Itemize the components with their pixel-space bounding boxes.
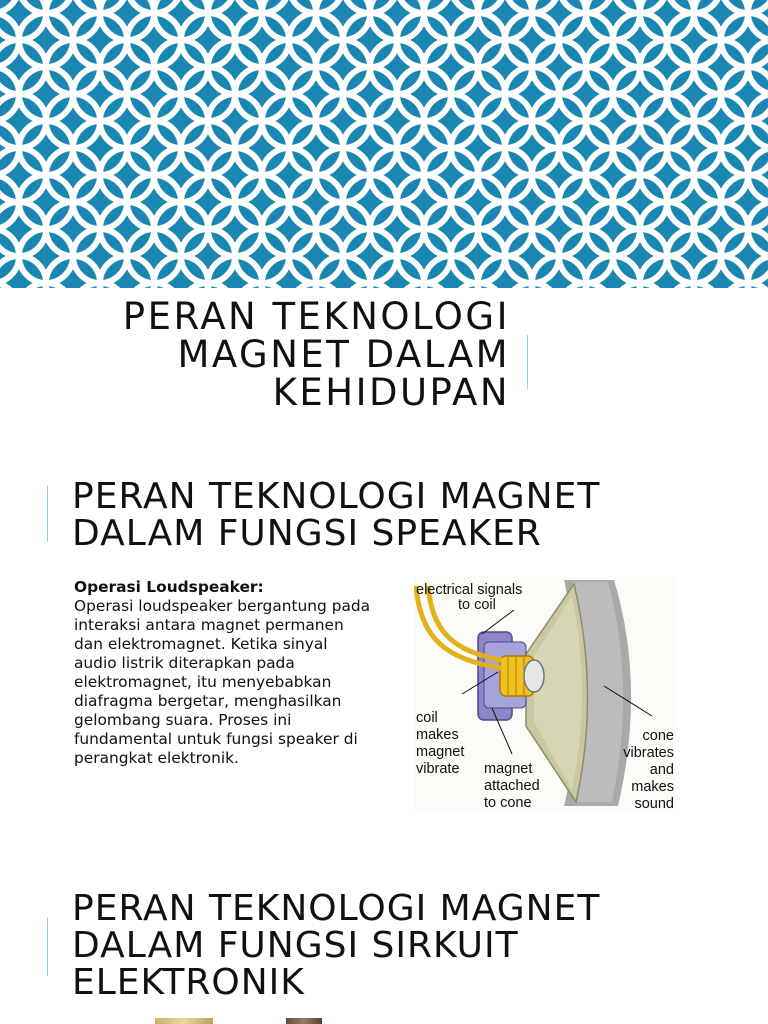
section-heading-line-2: DALAM FUNGSI SIRKUIT xyxy=(72,925,519,966)
label-cone-1: cone xyxy=(642,728,674,744)
section-accent-bar xyxy=(47,486,48,542)
header-pattern-banner xyxy=(0,0,768,288)
circuit-image-partial xyxy=(155,1018,213,1024)
label-magnet-1: magnet xyxy=(484,761,533,777)
slide-title-line-2: MAGNET DALAM xyxy=(177,333,510,376)
section-heading-line-3: ELEKTRONIK xyxy=(72,962,305,1003)
slide-title xyxy=(60,295,510,414)
section-accent-bar-2 xyxy=(47,918,48,976)
section-heading-speaker xyxy=(72,478,752,552)
label-cone-2: vibrates xyxy=(623,745,674,761)
label-cone-5: sound xyxy=(634,796,674,810)
description-paragraph: Operasi loudspeaker bergantung pada interaksi antara magnet permanen dan elektromagnet. Ketika sinyal audio listrik diterapkan pada elektromagnet, itu menyebabkan diafragma bergetar, menghasilkan gelombang suara. Proses ini fundamental untuk fungsi speaker di perangkat elektronik. xyxy=(74,597,371,767)
label-signals-2: to coil xyxy=(458,597,496,613)
label-magnet-3: to cone xyxy=(484,795,532,810)
title-accent-bar xyxy=(527,335,528,389)
description-lead: Operasi Loudspeaker: xyxy=(74,578,264,596)
slide-title-line-3: KEHIDUPAN xyxy=(272,371,510,414)
section-heading-circuit xyxy=(72,890,752,1001)
circuit-image-partial-2 xyxy=(286,1018,322,1024)
section-heading-line-2: DALAM FUNGSI SPEAKER xyxy=(72,513,542,554)
section-heading-line-1: PERAN TEKNOLOGI MAGNET xyxy=(72,476,601,517)
section-heading-line-1: PERAN TEKNOLOGI MAGNET xyxy=(72,888,601,929)
label-magnet-2: attached xyxy=(484,778,540,794)
label-signals-1: electrical signals xyxy=(416,582,523,598)
label-coil-1: coil xyxy=(416,710,438,726)
speaker-description xyxy=(74,578,374,768)
label-coil-4: vibrate xyxy=(416,761,460,777)
slide-title-line-1: PERAN TEKNOLOGI xyxy=(122,295,510,338)
label-coil-3: magnet xyxy=(416,744,465,760)
label-cone-3: and xyxy=(649,762,674,778)
label-coil-2: makes xyxy=(416,727,459,743)
speaker-diagram xyxy=(414,576,676,810)
label-cone-4: makes xyxy=(631,779,674,795)
